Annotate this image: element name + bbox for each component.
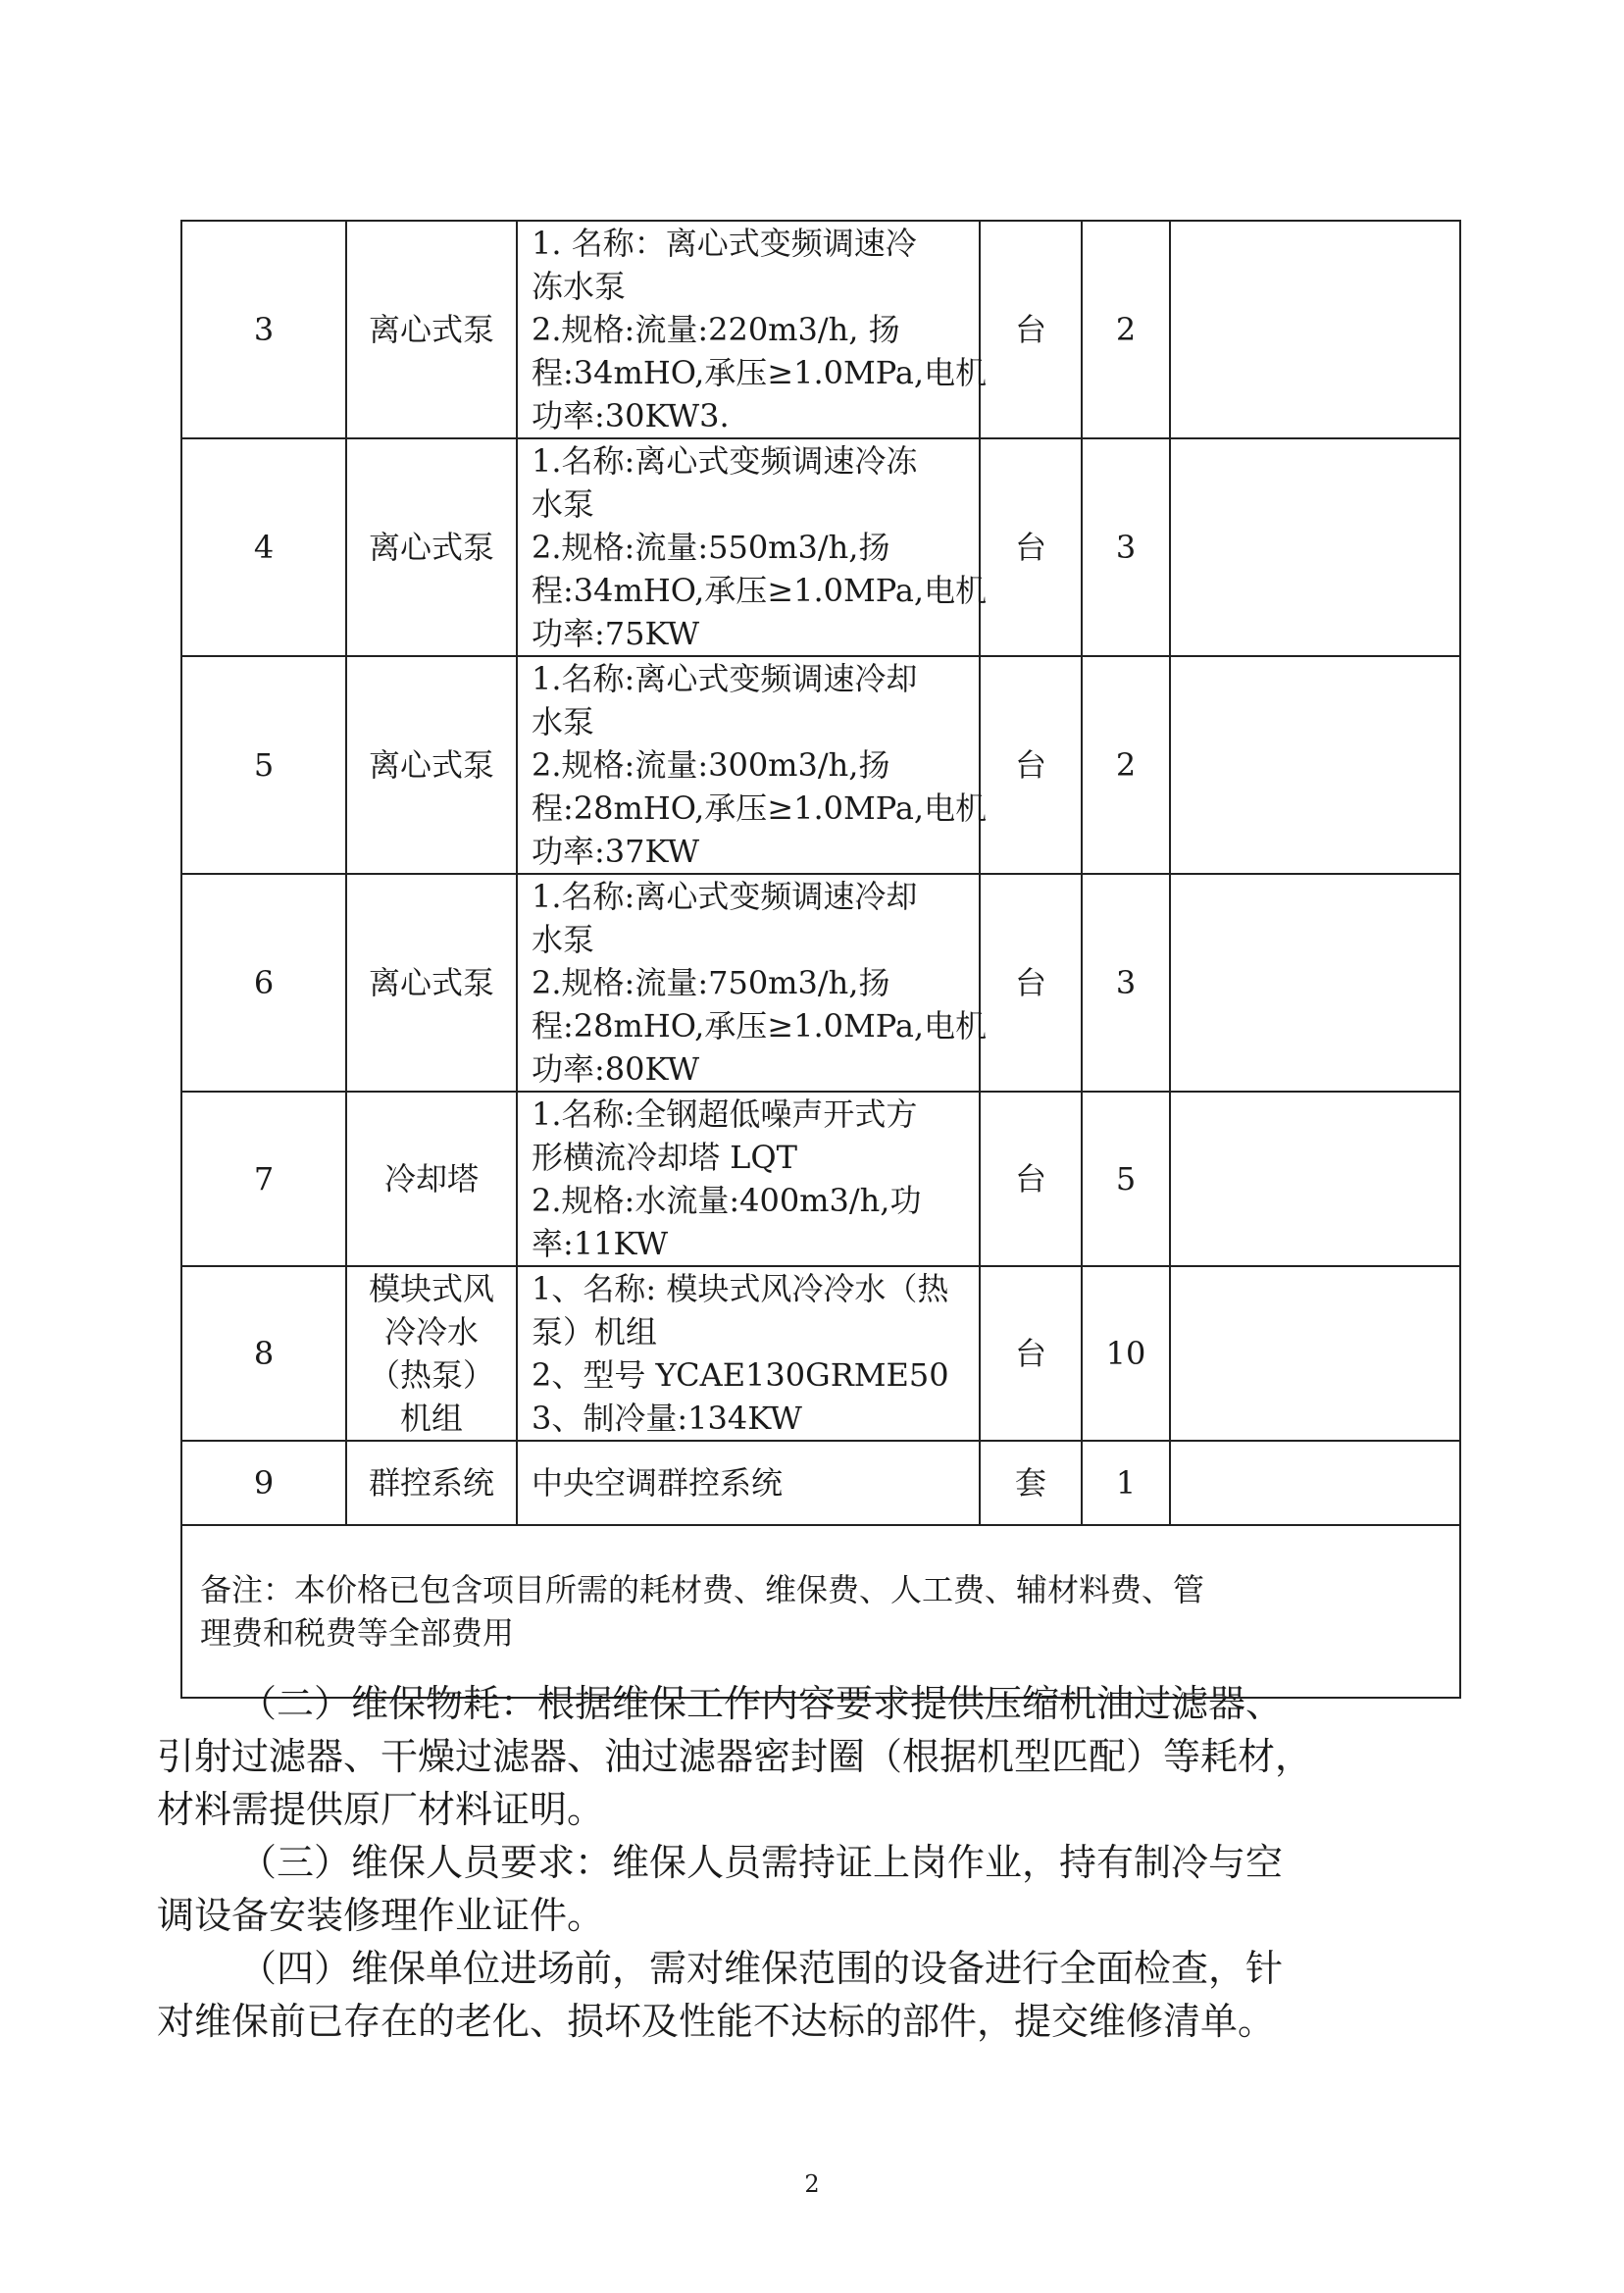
unit: 台 bbox=[980, 1092, 1082, 1266]
table-row bbox=[181, 438, 1460, 656]
paragraph-maintenance-consumables: （二）维保物耗：根据维保工作内容要求提供压缩机油过滤器、 引射过滤器、干燥过滤器、油过滤器密封圈（根据机型匹配）等耗材， 材料需提供原厂材料证明。 bbox=[157, 1682, 1313, 1831]
remark-cell bbox=[1170, 438, 1460, 656]
quantity: 3 bbox=[1082, 438, 1170, 656]
equipment-spec: 1.名称:离心式变频调速冷却 水泵 2.规格:流量:300m3/h,扬 程:28mHO,承压≥1.0MPa,电机 功率:37KW bbox=[517, 656, 980, 874]
equipment-name: 冷却塔 bbox=[346, 1092, 517, 1266]
table-row bbox=[181, 656, 1460, 874]
remark-cell bbox=[1170, 1266, 1460, 1441]
unit: 套 bbox=[980, 1441, 1082, 1525]
paragraph-staff-requirements: （三）维保人员要求：维保人员需持证上岗作业，持有制冷与空 调设备安装修理作业证件。 bbox=[157, 1841, 1284, 1937]
equipment-name: 模块式风 冷冷水 （热泵） 机组 bbox=[346, 1266, 517, 1441]
equipment-spec: 中央空调群控系统 bbox=[517, 1441, 980, 1525]
row-number: 9 bbox=[181, 1441, 346, 1525]
unit: 台 bbox=[980, 1266, 1082, 1441]
table-row bbox=[181, 221, 1460, 438]
page-number: 2 bbox=[804, 2170, 820, 2198]
quantity: 2 bbox=[1082, 221, 1170, 438]
quantity: 3 bbox=[1082, 874, 1170, 1092]
table-remark-row bbox=[181, 1525, 1460, 1698]
table-row bbox=[181, 874, 1460, 1092]
row-number: 8 bbox=[181, 1266, 346, 1441]
equipment-spec: 1.名称:离心式变频调速冷却 水泵 2.规格:流量:750m3/h,扬 程:28mHO,承压≥1.0MPa,电机 功率:80KW bbox=[517, 874, 980, 1092]
table-row bbox=[181, 1441, 1460, 1525]
table-row bbox=[181, 1266, 1460, 1441]
equipment-name: 离心式泵 bbox=[346, 221, 517, 438]
unit: 台 bbox=[980, 874, 1082, 1092]
unit: 台 bbox=[980, 656, 1082, 874]
equipment-name: 离心式泵 bbox=[346, 874, 517, 1092]
row-number: 6 bbox=[181, 874, 346, 1092]
unit: 台 bbox=[980, 221, 1082, 438]
quantity: 1 bbox=[1082, 1441, 1170, 1525]
equipment-spec: 1.名称:离心式变频调速冷冻 水泵 2.规格:流量:550m3/h,扬 程:34mHO,承压≥1.0MPa,电机 功率:75KW bbox=[517, 438, 980, 656]
unit: 台 bbox=[980, 438, 1082, 656]
remark-cell bbox=[1170, 874, 1460, 1092]
quantity: 10 bbox=[1082, 1266, 1170, 1441]
quantity: 2 bbox=[1082, 656, 1170, 874]
remark-cell bbox=[1170, 221, 1460, 438]
table-row bbox=[181, 1092, 1460, 1266]
equipment-table bbox=[180, 220, 1461, 1699]
row-number: 4 bbox=[181, 438, 346, 656]
table-remark: 备注：本价格已包含项目所需的耗材费、维保费、人工费、辅材料费、管 理费和税费等全部费用 bbox=[181, 1525, 1460, 1698]
row-number: 5 bbox=[181, 656, 346, 874]
equipment-spec: 1.名称:全钢超低噪声开式方 形横流冷却塔 LQT 2.规格:水流量:400m3/h,功 率:11KW bbox=[517, 1092, 980, 1266]
remark-cell bbox=[1170, 1441, 1460, 1525]
equipment-spec: 1、名称: 模块式风冷冷水（热 泵）机组 2、型号 YCAE130GRME50 3、制冷量:134KW bbox=[517, 1266, 980, 1441]
equipment-name: 离心式泵 bbox=[346, 656, 517, 874]
paragraph-pre-entry-inspection: （四）维保单位进场前，需对维保范围的设备进行全面检查，针 对维保前已存在的老化、损坏及性能不达标的部件，提交维修清单。 bbox=[157, 1947, 1284, 2043]
remark-cell bbox=[1170, 1092, 1460, 1266]
remark-cell bbox=[1170, 656, 1460, 874]
equipment-spec: 1. 名称：离心式变频调速冷 冻水泵 2.规格:流量:220m3/h, 扬 程:34mHO,承压≥1.0MPa,电机 功率:30KW3. bbox=[517, 221, 980, 438]
quantity: 5 bbox=[1082, 1092, 1170, 1266]
row-number: 3 bbox=[181, 221, 346, 438]
equipment-name: 离心式泵 bbox=[346, 438, 517, 656]
row-number: 7 bbox=[181, 1092, 346, 1266]
equipment-name: 群控系统 bbox=[346, 1441, 517, 1525]
